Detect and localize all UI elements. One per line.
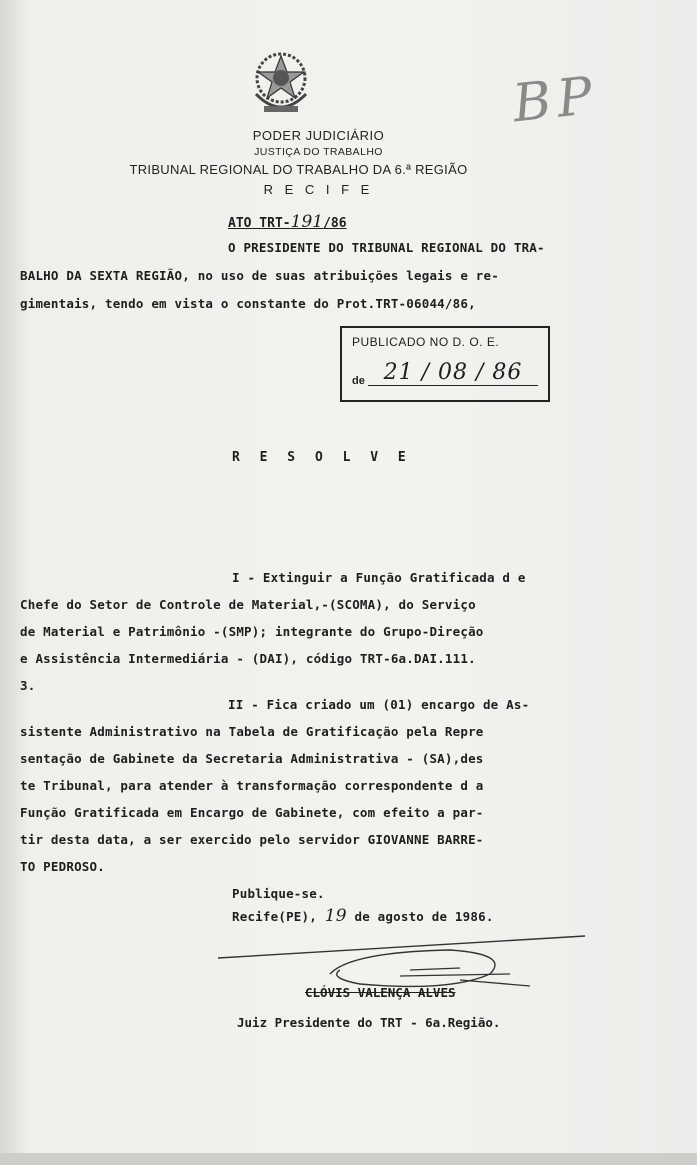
item-2-line: TO PEDROSO. bbox=[20, 859, 105, 874]
item-2-line: sentação de Gabinete da Secretaria Administrativa - (SA),des bbox=[20, 751, 484, 766]
item-1-line: e Assistência Intermediária - (DAI), código TRT-6a.DAI.111. bbox=[20, 651, 476, 666]
coat-of-arms-icon bbox=[250, 44, 312, 118]
item-2-line: te Tribunal, para atender à transformação correspondente d a bbox=[20, 778, 484, 793]
handwritten-day: 19 bbox=[324, 906, 347, 926]
signatory-title: Juiz Presidente do TRT - 6a.Região. bbox=[237, 1015, 501, 1030]
act-prefix: ATO TRT- bbox=[228, 216, 291, 231]
stamp-de-label: de bbox=[352, 375, 365, 387]
date-rest: de agosto de 1986. bbox=[354, 909, 494, 924]
place: Recife(PE), bbox=[232, 909, 317, 924]
item-1-line: I - Extinguir a Função Gratificada d e bbox=[232, 570, 526, 585]
handwritten-initials: BP bbox=[510, 65, 602, 135]
header-line-3: TRIBUNAL REGIONAL DO TRABALHO DA 6.ª REGIÃO bbox=[129, 162, 468, 177]
preamble-line: O PRESIDENTE DO TRIBUNAL REGIONAL DO TRA- bbox=[228, 240, 545, 255]
act-year: /86 bbox=[323, 216, 347, 231]
publication-stamp bbox=[340, 326, 550, 402]
stamp-date: 21 / 08 / 86 bbox=[368, 360, 538, 386]
act-number bbox=[228, 212, 347, 232]
handwritten-signature bbox=[210, 930, 610, 1020]
header-line-4: R E C I F E bbox=[263, 182, 374, 197]
item-1-line: de Material e Patrimônio -(SMP); integrante do Grupo-Direção bbox=[20, 624, 484, 639]
item-2-line: II - Fica criado um (01) encargo de As- bbox=[228, 697, 530, 712]
signatory-name: CLÓVIS VALENÇA ALVES bbox=[305, 985, 456, 1000]
item-2-line: sistente Administrativo na Tabela de Gratificação pela Repre bbox=[20, 724, 484, 739]
bottom-edge bbox=[0, 1153, 697, 1165]
publish-line: Publique-se. bbox=[232, 886, 325, 901]
item-2-line: tir desta data, a ser exercido pelo servidor GIOVANNE BARRE- bbox=[20, 832, 484, 847]
stamp-title: PUBLICADO NO D. O. E. bbox=[352, 335, 500, 349]
date-line bbox=[232, 906, 494, 926]
item-1-line: 3. bbox=[20, 678, 36, 693]
preamble-line: gimentais, tendo em vista o constante do Prot.TRT-06044/86, bbox=[20, 296, 476, 311]
item-2-line: Função Gratificada em Encargo de Gabinete, com efeito a par- bbox=[20, 805, 484, 820]
header-line-2: JUSTIÇA DO TRABALHO bbox=[254, 146, 383, 158]
act-handwritten-number: 191 bbox=[290, 212, 324, 232]
resolve-heading: R E S O L V E bbox=[232, 450, 412, 465]
item-1-line: Chefe do Setor de Controle de Material,-(SCOMA), do Serviço bbox=[20, 597, 476, 612]
header-line-1: PODER JUDICIÁRIO bbox=[252, 128, 385, 143]
preamble-line: BALHO DA SEXTA REGIÃO, no uso de suas atribuições legais e re- bbox=[20, 268, 499, 283]
